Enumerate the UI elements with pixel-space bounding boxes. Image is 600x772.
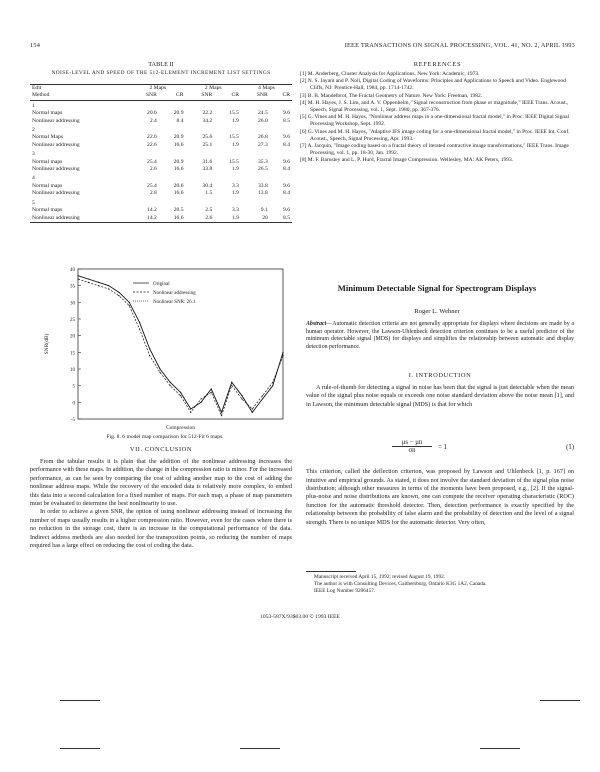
table-cell: 22.6: [147, 141, 157, 148]
table-cell: 13.8: [257, 190, 268, 197]
table-cell: 22.6: [147, 134, 157, 141]
table-cell: 2.8: [149, 190, 157, 197]
y-tick-label: 5: [72, 384, 75, 390]
data-point: [159, 368, 160, 369]
abstract: Abstract—Automatic detection criteria are not generally appropriate for displays where decisions are made by a human operator. However, the Lawson-Uhlenbeck detection criterion continues to be a useful predictor of the minimum detectable signal (MDS) for displays and simplifies the relationship between automatic and display detection performance.: [306, 321, 574, 350]
table-cell: 8.4: [283, 190, 290, 197]
data-point: [108, 285, 109, 286]
paragraph: A rule-of-thumb for detecting a signal in noise has been that the signal is just detectable when the mean value of the signal plus noise equals or exceeds one noise standard deviation above the noise mean [1], and in Lawson, the minimum detectable signal (MDS) is that for which: [306, 384, 574, 408]
data-point: [77, 278, 78, 279]
data-point: [252, 412, 253, 413]
table-cell: 22.2: [202, 110, 213, 117]
table-cell: 20.5: [173, 207, 184, 214]
data-point: [272, 382, 273, 383]
y-tick-label: 0: [72, 401, 75, 407]
section-label: 4: [32, 175, 35, 182]
data-point: [190, 408, 191, 409]
data-point: [139, 328, 140, 329]
table-cell: 14.2: [147, 214, 157, 221]
intro-text: [306, 384, 574, 409]
data-point: [262, 395, 263, 396]
crop-mark: [60, 748, 100, 749]
data-point: [108, 288, 109, 289]
table-row: [30, 207, 292, 214]
footnote: The author is with Consulting Devices, Gaithersburg, Ontario K3G 1A2, Canada.: [314, 580, 487, 587]
section-label: 3: [32, 151, 35, 158]
paragraph: From the tabular results it is plain that the addition of the nonlinear addressing increases the performance with these maps. In addition, the change in the compression ratio is minor. For the increased performance, as can be seen by comparing the cost of adding another map to the cost of adding the nonlinear address maps. While the recovery of the encoded data is relatively more complex, to embed this data into a second calculation for a fixed number of maps. For each map, a phase of map parameters must be evaluated to determine the best nonlinearity to use.: [30, 458, 292, 508]
table-cell: 9.6: [283, 207, 290, 214]
data-point: [252, 408, 253, 409]
crop-mark: [240, 748, 280, 749]
equation-number: (1): [566, 444, 574, 451]
table-row: [30, 166, 292, 173]
data-point: [129, 302, 130, 303]
table-cell: 20.9: [173, 134, 184, 141]
intro-text-continued: [306, 462, 574, 533]
equation-rhs: = 1: [438, 444, 447, 451]
y-tick-label: 25: [70, 318, 75, 323]
y-tick-label: 15: [70, 351, 75, 357]
table-row: [30, 134, 292, 141]
table-cell: 20.9: [173, 158, 184, 165]
page-number: 154: [30, 42, 41, 49]
table-cell: 26.0: [257, 117, 268, 124]
table-cell: 1.9: [231, 214, 239, 221]
conclusion-heading: VII. CONCLUSION: [129, 446, 193, 453]
section-label: 1: [32, 102, 35, 109]
data-point: [159, 372, 160, 373]
table-cell: 26.8: [257, 134, 268, 141]
table-cell: 3.3: [231, 182, 239, 189]
crop-mark: [480, 748, 520, 749]
abstract-text: Automatic detection criteria are not generally appropriate for displays where decisions are made by a human operator. However, the Lawson-Uhlenbeck detection criterion continues to be a useful predictor of the minimum detectable signal (MDS) for displays and simplifies the relationship between automatic and display detection performance.: [306, 321, 574, 350]
data-point: [77, 275, 78, 276]
table-cell: 3.3: [231, 207, 239, 214]
data-point: [221, 415, 222, 416]
table-cell: 16.6: [173, 141, 184, 148]
table-cell: 33.8: [202, 166, 213, 173]
table-cell: 24.5: [257, 110, 268, 117]
legend-label: Nonlinear addressing: [153, 291, 196, 296]
data-point: [282, 355, 283, 356]
table-cell: 20.6: [173, 182, 184, 189]
reference-item: [1] M. Anderberg, Cluster Analysis for Applications. New York: Academic, 1973.: [300, 71, 480, 77]
crop-mark: [60, 700, 100, 701]
row-label: Normal maps: [32, 158, 63, 165]
figure-caption: Fig. 8. 6 model map comparison for 512-Fit 6 maps.: [106, 434, 224, 440]
table-cell: 25.6: [202, 134, 213, 141]
data-point: [211, 392, 212, 393]
table-cell: 9.6: [283, 158, 290, 165]
row-label: Nonlinear addressing: [32, 166, 80, 173]
table-row: [30, 110, 292, 117]
data-point: [272, 385, 273, 386]
reference-item: [3] B. B. Mandelbrot, The Fractal Geometry of Nature. New York: Freeman, 1982.: [300, 92, 483, 99]
intro-heading: I. INTRODUCTION: [408, 372, 472, 379]
y-tick-label: 30: [70, 301, 75, 307]
table-cell: 9.1: [260, 207, 268, 214]
table-cell: 9.6: [283, 134, 290, 141]
table-cell: 26.5: [257, 166, 268, 173]
table-cell: 1.5: [205, 190, 213, 197]
table-cell: 8.4: [283, 166, 290, 173]
y-tick-label: 35: [70, 284, 75, 290]
table-cell: 30.4: [202, 182, 213, 189]
y-axis-label: SNR(dB): [44, 333, 50, 355]
table-cell: 16.6: [173, 190, 184, 197]
equation: [330, 439, 574, 459]
data-point: [180, 395, 181, 396]
table-body: [30, 100, 292, 222]
data-point: [231, 382, 232, 383]
article-title: Minimum Detectable Signal for Spectrogram Displays: [337, 283, 537, 293]
group-header: 2 Maps: [149, 85, 167, 91]
table-cell: 2.4: [149, 117, 157, 124]
references-heading: REFERENCES: [413, 61, 462, 68]
table-cell: 20: [262, 214, 268, 221]
col-header: CR: [282, 92, 290, 99]
table-cell: 1.9: [231, 141, 239, 148]
col-header: CR: [176, 92, 184, 99]
row-label: Nonlinear addressing: [32, 190, 80, 197]
data-point: [282, 352, 283, 353]
data-point: [211, 388, 212, 389]
table-cell: 15.5: [229, 110, 239, 117]
paragraph: This criterion, called the deflection criterion, was proposed by Lawson and Uhlenbeck [1, p. 167] on intuitive and empirical grounds. As stated, it does not involve the standard deviation of the signal plus noise distribution; although other measures in terms of the moments have been proposed, e.g., [2]. If the signal-plus-noise and noise distributions are known, one can compute the receiver operating characteristic (ROC) function for the automatic threshold detector. Then, detection performance is exactly specified by the relationship between the probability of false alarm and the probability of detection and the level of a signal strength. There is no unique MDS for the automatic detector. Very often,: [306, 468, 574, 526]
equation-fraction: [392, 439, 432, 454]
table-cell: 8.5: [283, 117, 290, 124]
col-header: SNR: [256, 92, 268, 99]
y-tick-label: 40: [70, 268, 75, 273]
paragraph: In order to achieve a given SNR, the option of using nonlinear addressing instead of increasing the number of maps usually results in a higher compression ratio. However, even for the cases where there is no reduction in the storage cost, there is an increase in the computational performance of the data. Indirect address methods are also needed for the transposition points, so reducing the number of maps required has a large effect on reducing the cost of coding the data.: [30, 508, 292, 550]
data-point: [139, 322, 140, 323]
reference-item: [5] G. Vines and M. H. Hayes, "Nonlinear address maps in a one-dimensional fractal model," in Proc. IEEE Digital Signal Processing Workshop, Sept. 1992.: [300, 114, 570, 128]
table-cell: 2.5: [205, 207, 213, 214]
col-header: SNR: [201, 92, 213, 99]
table-cell: 25.4: [147, 182, 157, 189]
table-cell: 9.6: [283, 182, 290, 189]
table-cell: 27.3: [257, 141, 268, 148]
data-point: [129, 305, 130, 306]
table-cell: 31.6: [202, 158, 213, 165]
snr-chart: [40, 265, 290, 431]
table-cell: 9.6: [283, 110, 290, 117]
table-cell: 16.6: [173, 214, 184, 221]
table-cell: 15.5: [229, 134, 239, 141]
data-point: [149, 348, 150, 349]
data-point: [190, 412, 191, 413]
row-label: Nonlinear addressing: [32, 214, 80, 221]
data-point: [241, 395, 242, 396]
table-title: TABLE II: [148, 61, 174, 68]
row-header: Edit: [32, 85, 42, 91]
table-row: [30, 142, 292, 149]
legend-label: Original: [153, 282, 170, 287]
conclusion-text: [30, 458, 292, 550]
col-header: CR: [231, 92, 239, 99]
reference-item: [2] N. S. Jayant and P. Noll, Digital Coding of Waveforms: Principles and Applications to Speech and Video. Englewood Cliffs, NJ: Prentice-Hall, 1984, pp. 1714-1742.: [300, 78, 566, 92]
row-label: Nonlinear addressing: [32, 141, 80, 148]
table-cell: 34.2: [202, 117, 213, 124]
data-point: [200, 398, 201, 399]
data-point: [221, 412, 222, 413]
data-point: [180, 392, 181, 393]
row-label: Nonlinear addressing: [32, 117, 80, 124]
data-point: [149, 355, 150, 356]
table-cell: 16.6: [173, 166, 184, 173]
y-tick-label: 10: [70, 368, 75, 373]
table-cell: 15.5: [229, 158, 239, 165]
equation-numerator: μs − μn: [392, 439, 432, 447]
table-cell: 35.3: [257, 158, 268, 165]
section-label: 2: [32, 127, 35, 134]
copyright-line: 1053-587X/93$03.00 © 1993 IEEE: [260, 614, 340, 620]
data-point: [118, 295, 119, 296]
table-row: [30, 183, 292, 190]
row-label: Normal maps: [32, 207, 63, 214]
table-cell: 25.1: [202, 141, 213, 148]
table-row: [30, 215, 292, 223]
reference-item: [7] A. Jacquin, "Image coding based on a fractal theory of iterated contractive image transformations," IEEE Trans. Image Processing, vol. 1, pp. 18-30, Jan. 1992.: [300, 143, 569, 157]
table-cell: 8.4: [176, 117, 184, 124]
y-tick-label: 20: [70, 334, 75, 340]
table-row: [30, 159, 292, 166]
table-cell: 1.9: [231, 117, 239, 124]
table-cell: 1.9: [231, 166, 239, 173]
reference-item: [8] M. F. Barnsley and L. P. Hurd, Fractal Image Compression. Wellesley, MA: AK Peters, 1993.: [300, 157, 514, 164]
article-author: Roger L. Wehner: [414, 308, 460, 315]
data-point: [170, 385, 171, 386]
method-header: Method: [32, 92, 50, 99]
crop-mark: [540, 700, 580, 701]
footnote: Manuscript received April 15, 1992; revised August 19, 1992.: [314, 574, 446, 580]
table-cell: 2.6: [149, 166, 157, 173]
row-label: Normal maps: [32, 110, 63, 117]
data-point: [118, 292, 119, 293]
col-header: SNR: [145, 92, 157, 99]
table-cell: 20.6: [147, 110, 157, 117]
table-cell: 8.4: [283, 141, 290, 148]
table-cell: 2.6: [205, 214, 213, 221]
equation-denominator: σn: [408, 447, 416, 454]
footnote-rule: [306, 571, 356, 572]
footnote: IEEE Log Number 9206457.: [314, 587, 376, 594]
table-cell: 14.2: [147, 207, 157, 214]
data-point: [262, 398, 263, 399]
section-label: 5: [32, 199, 35, 206]
table-cell: 20.9: [173, 110, 184, 117]
legend-label: Nonlinear SNR: 26.1: [153, 300, 196, 305]
data-point: [98, 282, 99, 283]
reference-item: [4] M. H. Hayes, J. S. Lim, and A. V. Oppenheim, "Signal reconstruction from phase or magnitude," IEEE Trans. Acoust., Speech, Signal Processing, vol. 1, Sept. 1980, pp. 367-376.: [300, 99, 569, 114]
data-point: [88, 282, 89, 283]
abstract-label: Abstract: [306, 321, 327, 327]
table-row: [30, 190, 292, 197]
group-header: 4 Maps: [258, 85, 275, 91]
references-list: [300, 71, 575, 165]
table-cell: 1.9: [231, 190, 239, 197]
data-point: [200, 402, 201, 403]
row-label: Normal maps: [32, 182, 63, 189]
table-row: [30, 118, 292, 125]
data-point: [231, 385, 232, 386]
table-cell: 8.5: [283, 214, 290, 221]
y-tick-label: -5: [70, 418, 75, 423]
journal-title: IEEE TRANSACTIONS ON SIGNAL PROCESSING, VOL. 41, NO. 2, APRIL 1993: [344, 42, 575, 49]
data-point: [98, 285, 99, 286]
data-table: [30, 84, 292, 223]
x-axis-label: Compression: [165, 425, 196, 431]
reference-item: [6] G. Vines and M. H. Hayes, "Adaptive IFS image coding for a one-dimensional fractal model," in Proc. IEEE Int. Conf. Acoust., Speech, Signal Processing, Apr. 1993.: [300, 128, 570, 142]
group-header: 2 Maps: [204, 85, 222, 91]
table-cell: 33.8: [257, 182, 268, 189]
footnotes: [306, 574, 574, 594]
table-cell: 25.4: [147, 158, 157, 165]
table-caption: [30, 61, 292, 77]
row-label: Normal Maps: [32, 134, 63, 141]
data-point: [241, 398, 242, 399]
data-point: [170, 382, 171, 383]
table-subtitle: NOISE-LEVEL AND SPEED OF THE 512-ELEMENT INCREMENT LIST SETTINGS: [51, 70, 271, 76]
data-point: [88, 278, 89, 279]
